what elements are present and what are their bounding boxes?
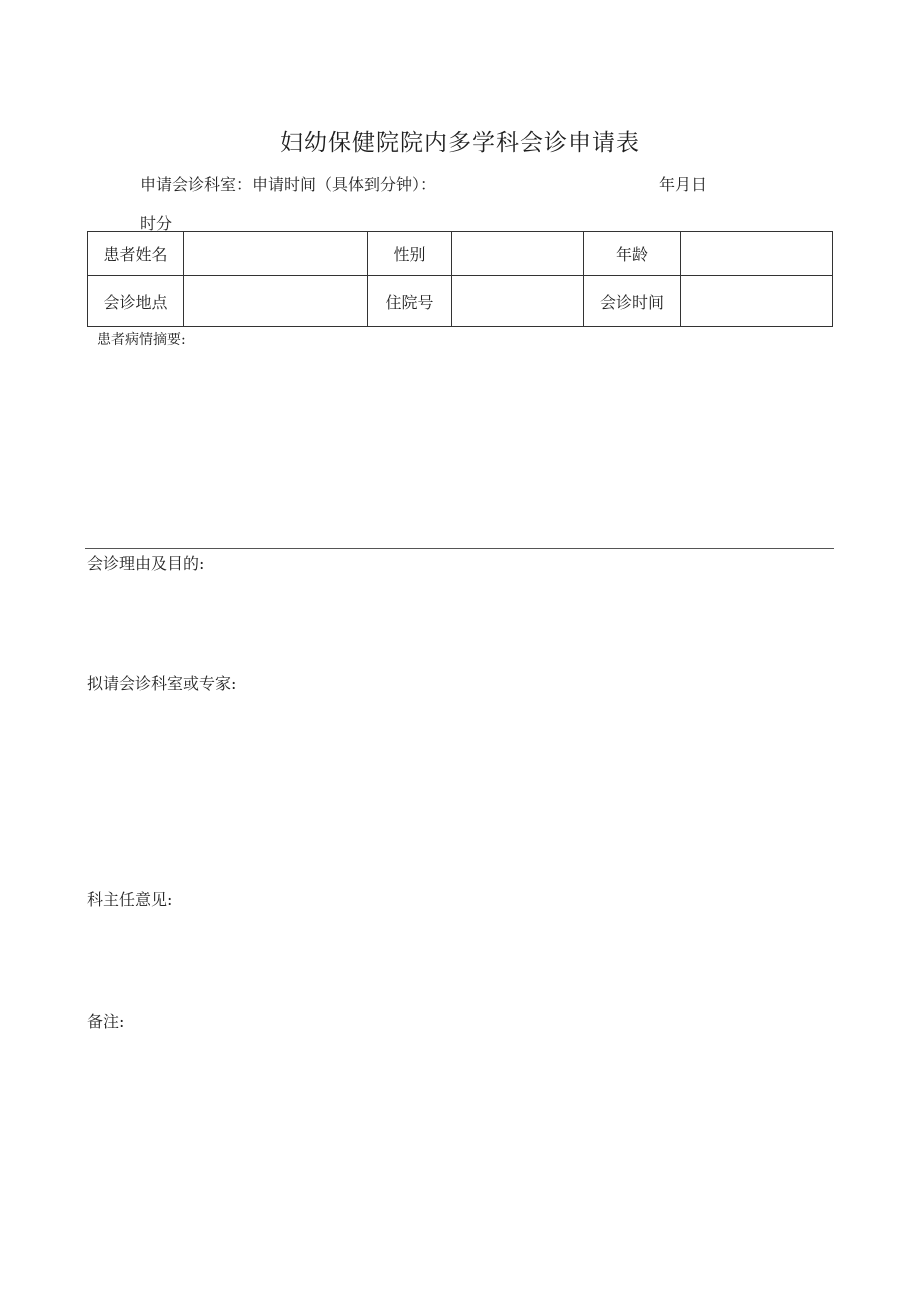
consult-time-label: 会诊时间 xyxy=(584,276,681,327)
table-row xyxy=(88,232,833,276)
request-time-hm: 时分 xyxy=(140,214,173,233)
form-title: 妇幼保健院院内多学科会诊申请表 xyxy=(280,130,640,156)
admission-number-label: 住院号 xyxy=(368,276,452,327)
section-divider xyxy=(85,548,834,549)
patient-name-field[interactable] xyxy=(184,232,368,276)
requested-departments-label: 拟请会诊科室或专家: xyxy=(87,674,237,693)
admission-number-field[interactable] xyxy=(452,276,584,327)
consult-reason-label: 会诊理由及目的: xyxy=(87,554,205,573)
consult-location-label: 会诊地点 xyxy=(88,276,184,327)
consult-location-field[interactable] xyxy=(184,276,368,327)
request-date-ymd: 年月日 xyxy=(659,175,708,194)
table-row xyxy=(88,276,833,327)
request-department-time-line: 申请会诊科室：申请时间（具体到分钟）： xyxy=(140,175,437,194)
remarks-label: 备注: xyxy=(87,1012,125,1031)
gender-label: 性别 xyxy=(368,232,452,276)
consult-time-field[interactable] xyxy=(681,276,833,327)
patient-info-table xyxy=(87,231,833,327)
gender-field[interactable] xyxy=(452,232,584,276)
case-summary-label: 患者病情摘要: xyxy=(97,332,186,348)
age-field[interactable] xyxy=(681,232,833,276)
director-opinion-label: 科主任意见: xyxy=(87,890,173,909)
age-label: 年龄 xyxy=(584,232,681,276)
patient-name-label: 患者姓名 xyxy=(88,232,184,276)
